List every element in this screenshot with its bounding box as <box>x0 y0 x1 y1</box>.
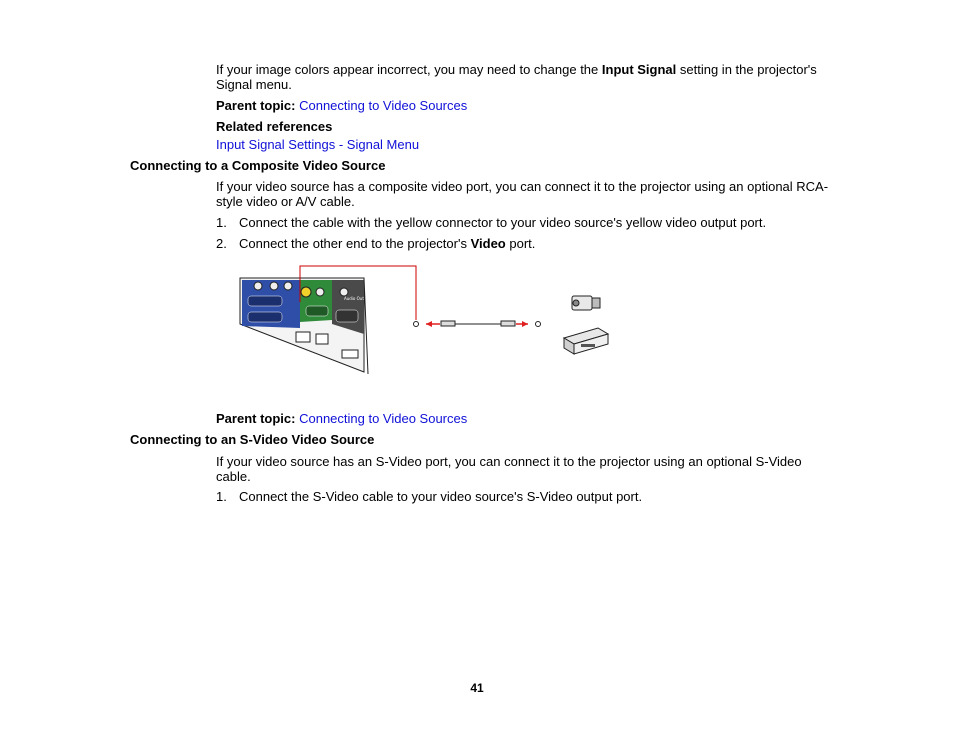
step-text: Connect the cable with the yellow connector to your video source's yellow video output port. <box>239 215 767 230</box>
page-number: 41 <box>470 681 484 695</box>
parent-topic-label: Parent topic: <box>216 98 296 113</box>
related-reference-link[interactable]: Input Signal Settings - Signal Menu <box>216 137 420 152</box>
related-references-label: Related references <box>216 119 333 134</box>
rca-cable <box>414 321 541 327</box>
step-number: 1. <box>216 489 227 504</box>
video-port <box>301 287 311 297</box>
step-text: Connect the S-Video cable to your video source's S-Video output port. <box>239 489 643 504</box>
parent-topic-2 <box>216 411 831 426</box>
step-bold-term: Video <box>470 236 506 251</box>
step-number: 1. <box>216 215 227 230</box>
step-text <box>239 236 535 251</box>
audio-out-label: Audio Out <box>344 296 364 301</box>
parent-topic-link[interactable]: Connecting to Video Sources <box>299 411 468 426</box>
svideo-body: If your video source has an S-Video port, you can connect it to the projector using an optional S-Video cable. <box>216 454 802 484</box>
projector-panel <box>240 278 368 374</box>
step-number: 2. <box>216 236 227 251</box>
intro-text: If your image colors appear incorrect, you may need to change the <box>216 62 602 77</box>
composite-body: If your video source has a composite video port, you can connect it to the projector using an optional RCA-style video or A/V cable. <box>216 179 829 209</box>
parent-topic-1 <box>216 98 831 113</box>
step-text-end: port. <box>505 236 536 251</box>
related-references-item <box>216 137 831 152</box>
parent-topic-link[interactable]: Connecting to Video Sources <box>299 98 468 113</box>
step-text-start: Connect the other end to the projector's <box>239 236 471 251</box>
parent-topic-label: Parent topic: <box>216 411 296 426</box>
connection-figure <box>236 262 616 380</box>
video-player-icon <box>564 328 608 354</box>
section-heading-svideo: Connecting to an S-Video Video Source <box>130 432 375 447</box>
intro-text-end: setting in the projector's Signal menu. <box>216 62 817 92</box>
camcorder-icon <box>572 296 600 310</box>
section-heading-composite: Connecting to a Composite Video Source <box>130 158 386 173</box>
intro-paragraph <box>216 62 831 92</box>
intro-bold-term: Input Signal <box>601 62 677 77</box>
